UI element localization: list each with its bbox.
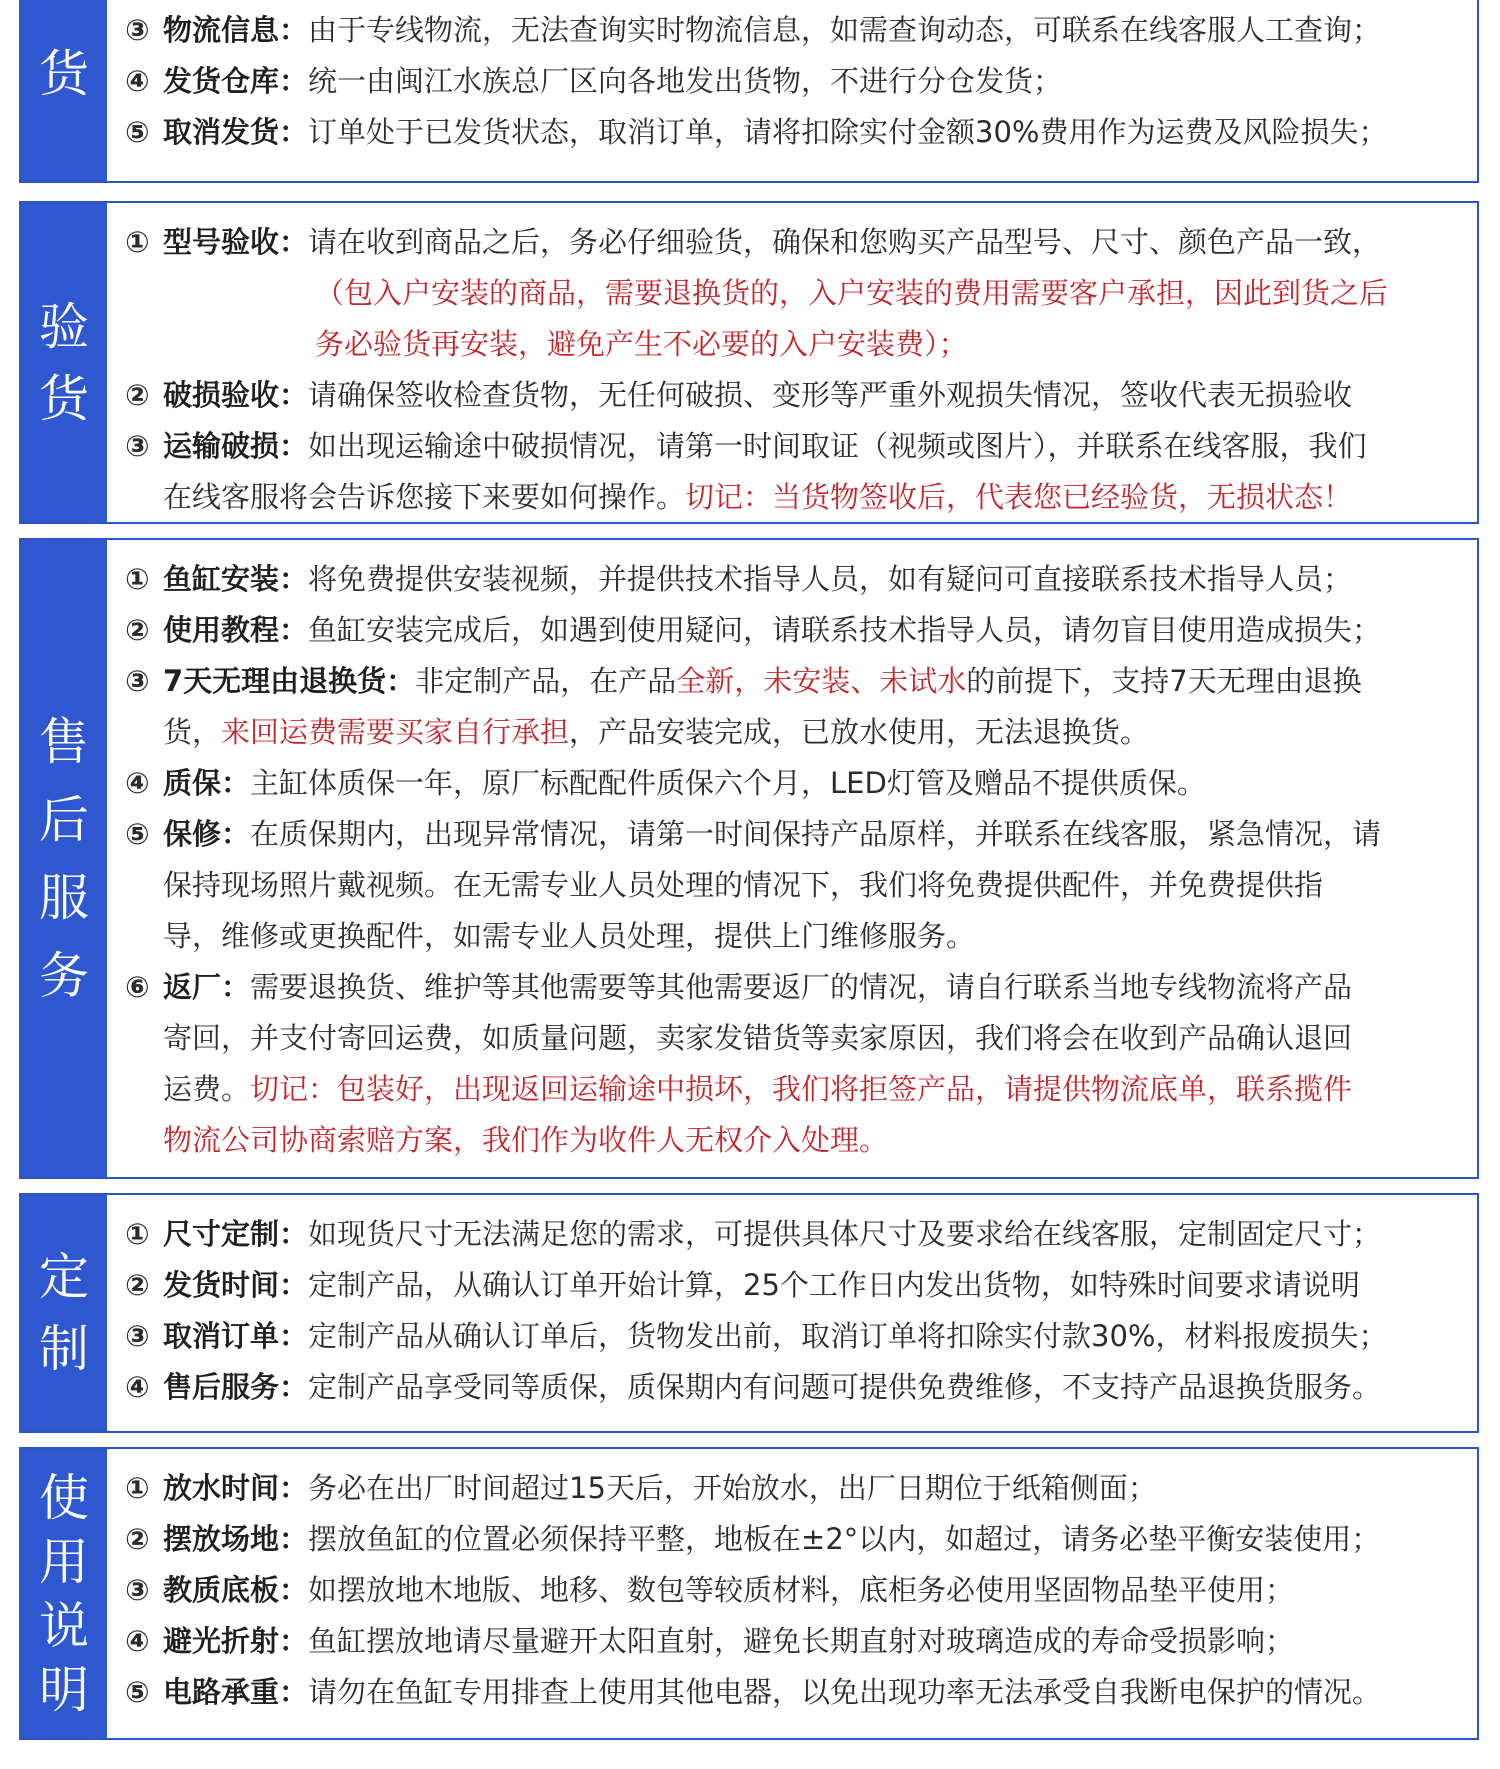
side-char: 使 bbox=[39, 1468, 89, 1527]
side-char: 后 bbox=[39, 790, 89, 849]
item-text: 在质保期内，出现异常情况，请第一时间保持产品原样，并联系在线客服，紧急情况，请 bbox=[250, 817, 1382, 851]
warning-text: 切记：包装好，出现返回运输途中损坏，我们将拒签产品，请提供物流底单，联系揽件 bbox=[250, 1072, 1353, 1106]
list-item bbox=[125, 758, 1455, 809]
list-item bbox=[125, 370, 1455, 421]
item-title: 教质底板： bbox=[163, 1573, 309, 1607]
item-title: 放水时间： bbox=[163, 1471, 309, 1505]
item-title: 返厂： bbox=[163, 970, 251, 1004]
item-number: ① bbox=[125, 1471, 150, 1505]
item-text: 摆放鱼缸的位置必须保持平整，地板在±2°以内，如超过，请务必垫平衡安装使用； bbox=[308, 1522, 1381, 1556]
list-item-continuation: 寄回，并支付寄回运费，如质量问题，卖家发错货等卖家原因，我们将会在收到产品确认退回 bbox=[163, 1021, 1353, 1055]
item-text: 鱼缸摆放地请尽量避开太阳直射，避免长期直射对玻璃造成的寿命受损影响； bbox=[308, 1624, 1295, 1658]
item-title: 避光折射： bbox=[163, 1624, 309, 1658]
side-char: 明 bbox=[39, 1660, 89, 1719]
item-text: 请在收到商品之后，务必仔细验货，确保和您购买产品型号、尺寸、颜色产品一致， bbox=[308, 225, 1382, 259]
item-number: ② bbox=[125, 1522, 150, 1556]
list-item bbox=[125, 1514, 1455, 1565]
item-text: 定制产品享受同等质保，质保期内有问题可提供免费维修，不支持产品退换货服务。 bbox=[308, 1370, 1382, 1404]
item-number: ③ bbox=[125, 1319, 150, 1353]
item-title: 电路承重： bbox=[163, 1675, 309, 1709]
item-text: 需要退换货、维护等其他需要等其他需要返厂的情况，请自行联系当地专线物流将产品 bbox=[250, 970, 1353, 1004]
item-title: 保修： bbox=[163, 817, 251, 851]
item-number: ① bbox=[125, 225, 150, 259]
side-char: 货 bbox=[39, 369, 89, 428]
item-text: 请勿在鱼缸专用排查上使用其他电器，以免出现功率无法承受自我断电保护的情况。 bbox=[308, 1675, 1382, 1709]
section-usage-label bbox=[21, 1449, 107, 1738]
section-inspect bbox=[19, 201, 1479, 524]
item-title: 鱼缸安装： bbox=[163, 562, 309, 596]
warning-text: 物流公司协商索赔方案，我们作为收件人无权介入处理。 bbox=[163, 1123, 889, 1157]
item-title: 取消发货： bbox=[163, 115, 309, 149]
list-item bbox=[125, 1565, 1455, 1616]
list-item bbox=[125, 1209, 1455, 1260]
item-number: ④ bbox=[125, 1624, 150, 1658]
item-title: 使用教程： bbox=[163, 613, 309, 647]
item-text: 鱼缸安装完成后，如遇到使用疑问，请联系技术指导人员，请勿盲目使用造成损失； bbox=[308, 613, 1382, 647]
item-number: ⑤ bbox=[125, 115, 150, 149]
list-item-continuation bbox=[125, 1064, 1455, 1115]
list-item bbox=[125, 605, 1455, 656]
item-text: 如现货尺寸无法满足您的需求，可提供具体尺寸及要求给在线客服，定制固定尺寸； bbox=[308, 1217, 1382, 1251]
item-text: 订单处于已发货状态，取消订单，请将扣除实付金额30%费用作为运费及风险损失； bbox=[308, 115, 1388, 149]
item-title: 物流信息： bbox=[163, 13, 309, 47]
list-item bbox=[125, 1616, 1455, 1667]
item-text: 如摆放地木地版、地移、数包等较质材料，底柜务必使用坚固物品垫平使用； bbox=[308, 1573, 1295, 1607]
item-number: ④ bbox=[125, 64, 150, 98]
item-text: 定制产品从确认订单后，货物发出前，取消订单将扣除实付款30%，材料报废损失； bbox=[308, 1319, 1388, 1353]
item-text: 运费。 bbox=[163, 1072, 251, 1106]
item-number: ④ bbox=[125, 766, 150, 800]
side-char: 验 bbox=[39, 297, 89, 356]
section-custom bbox=[19, 1193, 1479, 1433]
list-item bbox=[125, 56, 1455, 107]
side-char: 务 bbox=[39, 946, 89, 1005]
item-number: ② bbox=[125, 1268, 150, 1302]
list-item bbox=[125, 554, 1455, 605]
item-text: 的前提下，支持7天无理由退换 bbox=[966, 664, 1362, 698]
item-number: ⑤ bbox=[125, 1675, 150, 1709]
list-item bbox=[125, 656, 1455, 707]
list-item-continuation bbox=[125, 707, 1455, 758]
side-char: 制 bbox=[39, 1320, 89, 1378]
item-text: 货， bbox=[163, 715, 222, 749]
item-title: 破损验收： bbox=[163, 378, 309, 412]
list-item bbox=[125, 1260, 1455, 1311]
item-number: ② bbox=[125, 378, 150, 412]
item-title: 质保： bbox=[163, 766, 251, 800]
list-item bbox=[125, 1311, 1455, 1362]
item-title: 型号验收： bbox=[163, 225, 309, 259]
item-title: 取消订单： bbox=[163, 1319, 309, 1353]
warning-text: 来回运费需要买家自行承担 bbox=[221, 715, 570, 749]
side-char: 用 bbox=[39, 1532, 89, 1591]
section-aftersale-label bbox=[21, 540, 107, 1177]
warning-text: 全新，未安装、未试水 bbox=[676, 664, 967, 698]
item-text: ，产品安装完成，已放水使用，无法退换货。 bbox=[569, 715, 1150, 749]
item-number: ② bbox=[125, 613, 150, 647]
side-char: 货 bbox=[39, 45, 89, 103]
item-number: ① bbox=[125, 1217, 150, 1251]
list-item bbox=[125, 809, 1455, 860]
list-item bbox=[125, 1667, 1455, 1718]
item-number: ③ bbox=[125, 1573, 150, 1607]
item-text: 非定制产品，在产品 bbox=[415, 664, 677, 698]
item-text: 请确保签收检查货物，无任何破损、变形等严重外观损失情况，签收代表无损验收 bbox=[308, 378, 1353, 412]
item-text: 将免费提供安装视频，并提供技术指导人员，如有疑问可直接联系技术指导人员； bbox=[308, 562, 1353, 596]
item-text: 如出现运输途中破损情况，请第一时间取证（视频或图片），并联系在线客服，我们 bbox=[308, 429, 1367, 463]
list-item bbox=[125, 962, 1455, 1013]
item-number: ⑥ bbox=[125, 970, 150, 1004]
item-number: ③ bbox=[125, 13, 150, 47]
list-item-continuation: 导，维修或更换配件，如需专业人员处理，提供上门维修服务。 bbox=[163, 919, 976, 953]
item-title: 发货时间： bbox=[163, 1268, 309, 1302]
list-item bbox=[125, 1463, 1455, 1514]
item-title: 7天无理由退换货： bbox=[163, 664, 416, 698]
item-number: ③ bbox=[125, 664, 150, 698]
warning-text: 务必验货再安装，避免产生不必要的入户安装费）； bbox=[315, 327, 968, 361]
side-char: 服 bbox=[39, 868, 89, 927]
warning-text: （包入户安装的商品，需要退换货的，入户安装的费用需要客户承担，因此到货之后 bbox=[315, 276, 1389, 310]
item-text: 定制产品，从确认订单开始计算，25个工作日内发出货物，如特殊时间要求请说明 bbox=[308, 1268, 1360, 1302]
section-aftersale bbox=[19, 538, 1479, 1179]
item-number: ④ bbox=[125, 1370, 150, 1404]
warning-text: 切记：当货物签收后，代表您已经验货，无损状态！ bbox=[685, 480, 1353, 514]
item-text: 务必在出厂时间超过15天后，开始放水，出厂日期位于纸箱侧面； bbox=[308, 1471, 1157, 1505]
item-title: 售后服务： bbox=[163, 1370, 309, 1404]
item-text: 由于专线物流，无法查询实时物流信息，如需查询动态，可联系在线客服人工查询； bbox=[308, 13, 1382, 47]
item-number: ① bbox=[125, 562, 150, 596]
item-text: 在线客服将会告诉您接下来要如何操作。 bbox=[163, 480, 686, 514]
side-char: 售 bbox=[39, 712, 89, 771]
item-number: ③ bbox=[125, 429, 150, 463]
side-char: 定 bbox=[39, 1248, 89, 1306]
list-item bbox=[125, 107, 1455, 158]
item-text: 主缸体质保一年，原厂标配配件质保六个月，LED灯管及赠品不提供质保。 bbox=[250, 766, 1206, 800]
item-title: 发货仓库： bbox=[163, 64, 309, 98]
section-shipping bbox=[19, 0, 1479, 183]
item-number: ⑤ bbox=[125, 817, 150, 851]
item-title: 尺寸定制： bbox=[163, 1217, 309, 1251]
list-item-continuation bbox=[125, 472, 1455, 523]
item-title: 运输破损： bbox=[163, 429, 309, 463]
list-item bbox=[125, 1362, 1455, 1413]
item-title: 摆放场地： bbox=[163, 1522, 309, 1556]
list-item-continuation: 保持现场照片戴视频。在无需专业人员处理的情况下，我们将免费提供配件，并免费提供指 bbox=[163, 868, 1324, 902]
section-custom-label bbox=[21, 1195, 107, 1431]
section-usage bbox=[19, 1447, 1479, 1740]
list-item bbox=[125, 5, 1455, 56]
list-item bbox=[125, 421, 1455, 472]
item-text: 统一由闽江水族总厂区向各地发出货物，不进行分仓发货； bbox=[308, 64, 1063, 98]
section-shipping-label bbox=[21, 0, 107, 181]
section-inspect-label bbox=[21, 203, 107, 522]
list-item bbox=[125, 217, 1455, 268]
side-char: 说 bbox=[39, 1596, 89, 1655]
